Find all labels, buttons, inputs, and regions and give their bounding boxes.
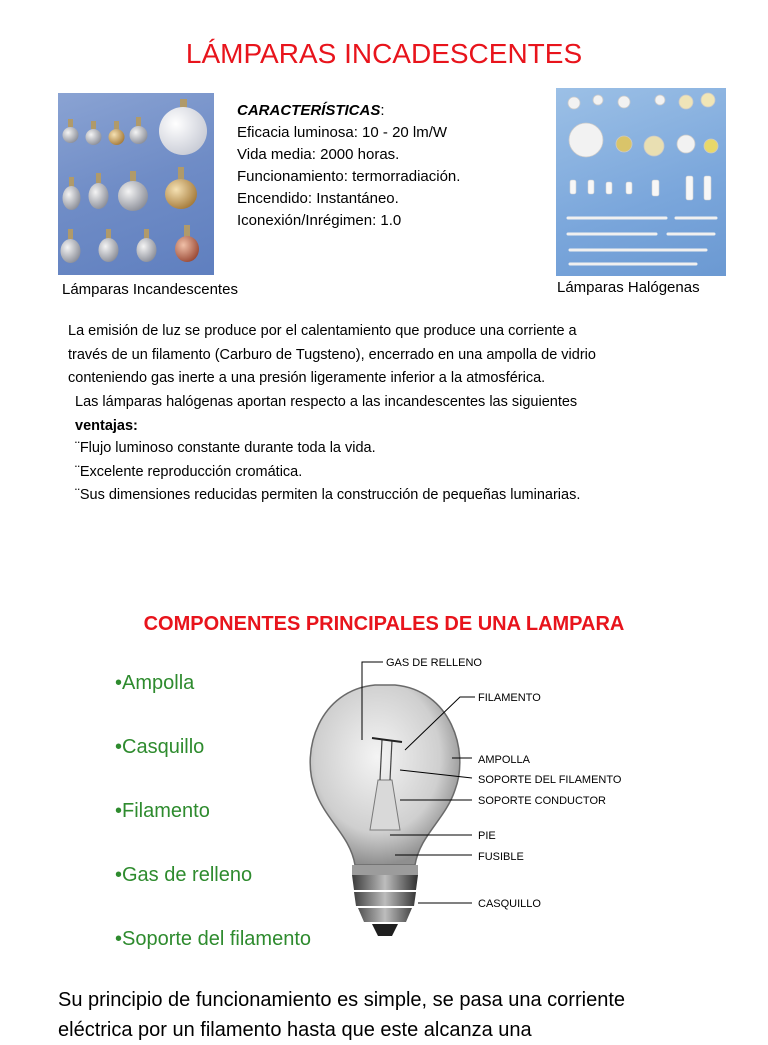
bulb-glass [310,685,460,865]
advantage-item: ¨Excelente reproducción cromática. [75,463,303,480]
characteristics-heading-suffix: : [380,102,385,119]
advantages-list [75,437,580,508]
emission-paragraph [68,320,596,391]
label-filamento: FILAMENTO [478,692,541,704]
paragraph-line: través de un filamento (Carburo de Tugsteno), encerrado en una ampolla de vidrio [68,346,596,363]
label-casquillo: CASQUILLO [478,898,541,910]
component-item: •Gas de relleno [115,864,253,886]
component-item: •Casquillo [115,736,205,758]
characteristic-line: Funcionamiento: termorradiación. [237,168,461,185]
characteristics-block [237,100,460,232]
halogen-advantages-intro [75,391,577,438]
paragraph-line: Las lámparas halógenas aportan respecto a las incandescentes las siguientes [75,394,578,410]
characteristic-line: Vida media: 2000 horas. [237,146,400,163]
characteristic-line: Iconexión/Inrégimen: 1.0 [237,212,402,229]
characteristic-line: Encendido: Instantáneo. [237,190,399,207]
paragraph-line: eléctrica por un filamento hasta que este alcanza una [58,1019,532,1041]
characteristic-line: Eficacia luminosa: 10 - 20 lm/W [237,124,448,141]
paragraph-line: La emisión de luz se produce por el calentamiento que produce una corriente a [68,323,577,339]
component-item: •Filamento [115,800,210,822]
advantage-item: ¨Sus dimensiones reducidas permiten la construcción de pequeñas luminarias. [75,487,581,503]
paragraph-line: conteniendo gas inerte a una presión ligeramente inferior a la atmosférica. [68,370,546,386]
label-ampolla: AMPOLLA [478,754,530,766]
halogen-caption: Lámparas Halógenas [557,279,700,296]
components-list [115,672,311,992]
halogen-lamps-photo [556,88,726,276]
label-gas-de-relleno: GAS DE RELLENO [386,657,482,669]
paragraph-line: Su principio de funcionamiento es simple, se pasa una corriente [58,989,625,1011]
components-title: COMPONENTES PRINCIPALES DE UNA LAMPARA [143,613,625,635]
incandescent-caption: Lámparas Incandescentes [62,281,238,298]
label-soporte-conductor: SOPORTE CONDUCTOR [478,795,606,807]
label-fusible: FUSIBLE [478,851,524,863]
advantage-item: ¨Flujo luminoso constante durante toda la vida. [75,440,376,456]
lamp-diagram [300,640,660,940]
label-soporte-filamento: SOPORTE DEL FILAMENTO [478,774,622,786]
page-title: LÁMPARAS INCADESCENTES [185,38,583,69]
component-item: •Soporte del filamento [115,928,312,950]
characteristics-heading: CARACTERÍSTICAS [237,102,381,119]
component-item: •Ampolla [115,672,195,694]
incandescent-lamps-photo [58,93,214,275]
label-pie: PIE [478,830,496,842]
advantages-label: ventajas: [75,417,138,434]
principle-paragraph [58,985,625,1045]
